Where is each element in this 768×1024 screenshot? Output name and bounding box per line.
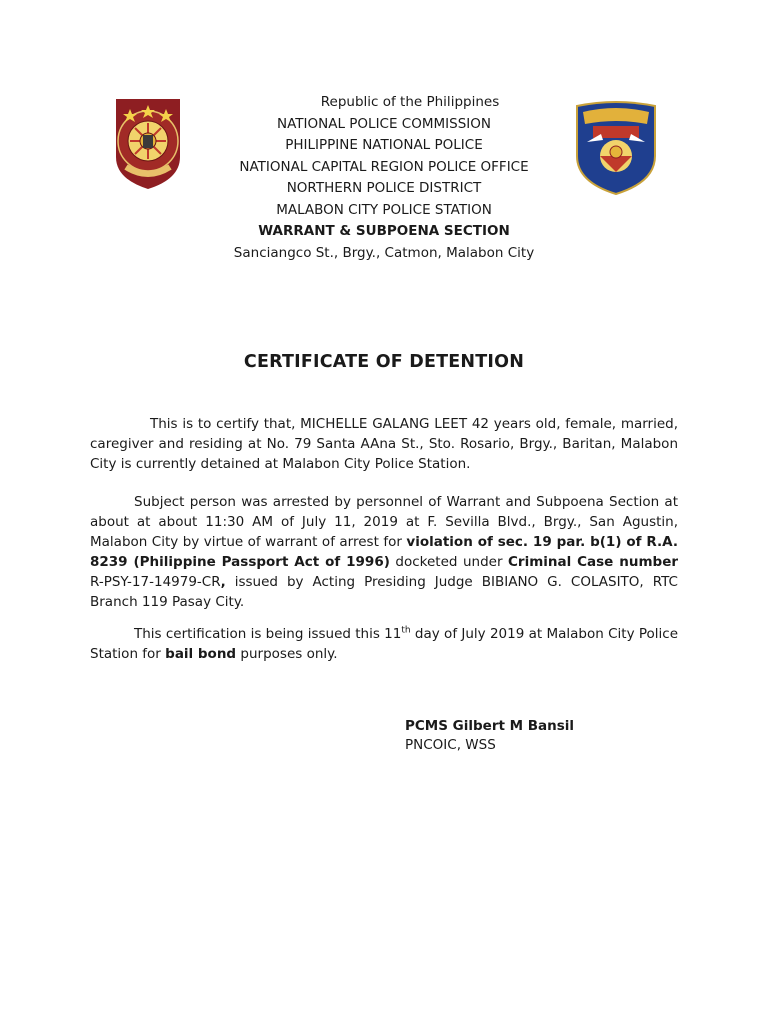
letterhead-line-napolcom: NATIONAL POLICE COMMISSION <box>277 115 491 132</box>
purpose-bold: bail bond <box>165 646 237 662</box>
signatory-position: PNCOIC, WSS <box>405 737 496 753</box>
paragraph-issuance <box>90 624 678 664</box>
case-number: R-PSY-17-14979-CR <box>90 574 221 590</box>
case-comma: , <box>220 574 226 590</box>
violation-text: violation of sec. 19 par. b(1) of R.A. 8239 (Philippine Passport Act of 1996) <box>90 534 679 570</box>
day-ordinal: th <box>401 625 411 636</box>
p1-rest: 42 years old, female, married, caregiver and residing at No. 79 Santa AAna St., Sto. Rosario, Brgy., Baritan, Malabon City is currently detained at Malabon City Police Station. <box>90 416 679 472</box>
signature-block <box>405 717 574 755</box>
letterhead-section: WARRANT & SUBPOENA SECTION <box>258 223 510 239</box>
letterhead-address: Sanciangco St., Brgy., Catmon, Malabon City <box>233 244 535 261</box>
paragraph-certification <box>90 414 678 474</box>
p1-lead: This is to certify that, <box>150 416 296 432</box>
p2-rest: issued by Acting Presiding Judge BIBIANO G. COLASITO, RTC Branch 119 Pasay City. <box>90 574 678 610</box>
p2-docketed: docketed under <box>395 554 503 570</box>
signatory-name: PCMS Gilbert M Bansil <box>405 718 575 734</box>
letterhead-line-district: NORTHERN POLICE DISTRICT <box>286 180 482 196</box>
case-label: Criminal Case number <box>508 554 679 570</box>
p3-lead: This certification is being issued this 11 <box>134 626 402 642</box>
document-title: CERTIFICATE OF DETENTION <box>243 352 525 372</box>
p2-lead: Subject person was arrested by personnel of Warrant and Subpoena Section at about at about 11:30 AM of July 11, 2019 at F. Sevilla Blvd., Brgy., San Agustin, Malabon City by virtue of warrant of arrest for <box>90 494 678 550</box>
detainee-name: MICHELLE GALANG LEET <box>300 416 468 432</box>
letterhead <box>0 92 768 264</box>
letterhead-line-pnp: PHILIPPINE NATIONAL POLICE <box>285 137 483 153</box>
letterhead-line-station: MALABON CITY POLICE STATION <box>276 201 492 218</box>
p3-mid: day of July 2019 at Malabon City Police Station for <box>90 626 679 662</box>
letterhead-line-republic: Republic of the Philippines <box>320 94 500 110</box>
paragraph-arrest-details <box>90 492 678 612</box>
letterhead-line-ncrpo: NATIONAL CAPITAL REGION POLICE OFFICE <box>239 158 529 175</box>
p3-rest: purposes only. <box>240 646 338 662</box>
